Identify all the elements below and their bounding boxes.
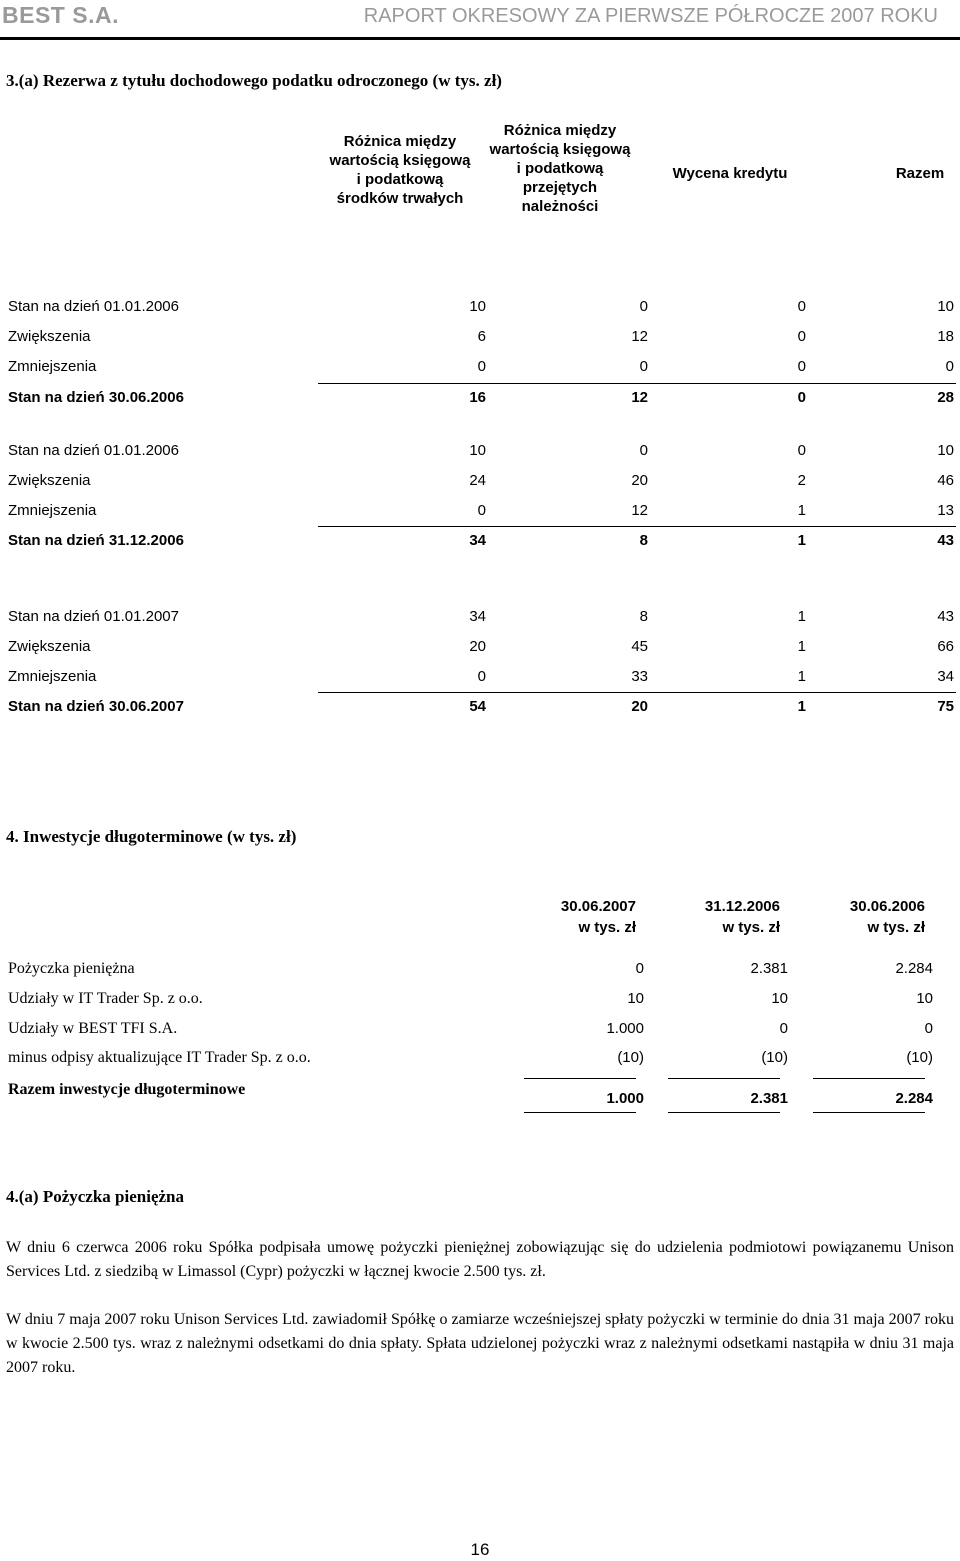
table-row xyxy=(8,502,958,524)
column-header-line: przejętych xyxy=(522,179,598,196)
cell-value: 0 xyxy=(797,328,806,345)
row-label: Stan na dzień 01.01.2007 xyxy=(8,608,179,625)
row-label: Razem inwestycje długoterminowe xyxy=(8,1081,246,1098)
cell-value: 1.000 xyxy=(606,1090,644,1107)
column-header-line: i podatkową xyxy=(356,171,444,188)
table-row xyxy=(8,990,958,1012)
row-label: Udziały w IT Trader Sp. z o.o. xyxy=(8,990,203,1007)
subtotal-divider xyxy=(318,692,956,693)
column-header-line: i podatkową xyxy=(516,160,604,177)
column-header-line: wartością księgową xyxy=(489,141,631,158)
row-label: Zwiększenia xyxy=(8,472,91,489)
column-date: 30.06.2006 xyxy=(849,898,925,915)
column-unit: w tys. zł xyxy=(722,919,780,936)
cell-value: 2.381 xyxy=(750,960,788,977)
cell-value: 0 xyxy=(797,298,806,315)
total-divider xyxy=(813,1078,925,1079)
total-underline xyxy=(668,1112,780,1113)
table-row xyxy=(8,960,958,982)
column-unit: w tys. zł xyxy=(578,919,636,936)
cell-value: 1 xyxy=(797,502,806,519)
cell-value: 43 xyxy=(937,608,954,625)
cell-value: 0 xyxy=(639,298,648,315)
cell-value: 0 xyxy=(639,358,648,375)
table-row-total xyxy=(8,389,958,411)
row-label: Stan na dzień 01.01.2006 xyxy=(8,298,179,315)
table-row xyxy=(8,328,958,350)
column-header-line: Razem xyxy=(895,165,945,182)
row-label: Stan na dzień 01.01.2006 xyxy=(8,442,179,459)
table-row-total xyxy=(8,698,958,720)
table-row xyxy=(8,442,958,464)
cell-value: 45 xyxy=(631,638,648,655)
table-row xyxy=(8,638,958,660)
cell-value: 10 xyxy=(937,442,954,459)
total-underline xyxy=(813,1112,925,1113)
cell-value: (10) xyxy=(761,1049,788,1066)
column-header-line: Różnica między xyxy=(503,122,617,139)
cell-value: 1 xyxy=(797,668,806,685)
cell-value: 0 xyxy=(477,502,486,519)
cell-value: 20 xyxy=(631,472,648,489)
cell-value: 12 xyxy=(631,389,648,406)
cell-value: 2.284 xyxy=(895,960,933,977)
column-header-total xyxy=(880,164,960,183)
cell-value: 33 xyxy=(631,668,648,685)
cell-value: 1.000 xyxy=(606,1020,644,1037)
column-date: 30.06.2007 xyxy=(560,898,636,915)
column-header-line: należności xyxy=(521,198,599,215)
row-label: Zmniejszenia xyxy=(8,668,97,685)
cell-value: 13 xyxy=(937,502,954,519)
row-label: Stan na dzień 30.06.2007 xyxy=(8,698,184,715)
table-row xyxy=(8,1049,958,1071)
column-header-line: wartością księgową xyxy=(329,152,471,169)
row-label: Zmniejszenia xyxy=(8,502,97,519)
total-divider xyxy=(524,1078,636,1079)
cell-value: 43 xyxy=(937,532,954,549)
table-row xyxy=(8,608,958,630)
cell-value: 75 xyxy=(937,698,954,715)
paragraph-loan-agreement: W dniu 6 czerwca 2006 roku Spółka podpisała umowę pożyczki pieniężnej zobowiązując się do udzielenia podmiotowi powiązanemu Unison Services Ltd. z siedzibą w Limassol (Cypr) pożyczki w łącznej kwocie 2.500 tys. zł. xyxy=(6,1239,954,1280)
row-label: Zwiększenia xyxy=(8,328,91,345)
cell-value: 28 xyxy=(937,389,954,406)
cell-value: 1 xyxy=(797,532,806,549)
column-header-credit-valuation xyxy=(650,164,810,183)
column-header-line: Różnica między xyxy=(343,133,457,150)
column-header-2006-06 xyxy=(805,896,925,938)
company-name: BEST S.A. xyxy=(2,2,119,28)
cell-value: 2.284 xyxy=(895,1090,933,1107)
cell-value: 34 xyxy=(469,608,486,625)
total-underline xyxy=(524,1112,636,1113)
cell-value: 8 xyxy=(639,532,648,549)
table-row xyxy=(8,298,958,320)
cell-value: 16 xyxy=(469,389,486,406)
table-row xyxy=(8,472,958,494)
cell-value: 1 xyxy=(797,638,806,655)
header-divider xyxy=(0,37,960,40)
cell-value: 0 xyxy=(779,1020,788,1037)
cell-value: 0 xyxy=(477,358,486,375)
cell-value: 1 xyxy=(797,608,806,625)
column-header-fixed-assets xyxy=(310,132,490,208)
cell-value: (10) xyxy=(906,1049,933,1066)
row-label: Pożyczka pieniężna xyxy=(8,960,135,977)
total-divider xyxy=(668,1078,780,1079)
page-header xyxy=(0,0,960,40)
cell-value: 10 xyxy=(916,990,933,1007)
column-header-line: środków trwałych xyxy=(336,190,464,207)
cell-value: 8 xyxy=(639,608,648,625)
column-header-2006-12 xyxy=(660,896,780,938)
cell-value: 0 xyxy=(924,1020,933,1037)
subtotal-divider xyxy=(318,526,956,527)
column-header-2007-06 xyxy=(516,896,636,938)
cell-value: 1 xyxy=(797,698,806,715)
paragraph-loan-repayment: W dniu 7 maja 2007 roku Unison Services Ltd. zawiadomił Spółkę o zamiarze wcześniejszej spłaty pożyczki w terminie do dnia 31 maja 2007 roku w kwocie 2.500 tys. wraz z należnymi odsetkami do dnia spłaty. Spłata udzielonej pożyczki wraz z należnymi odsetkami nastąpiła w dniu 31 maja 2007 roku. xyxy=(6,1311,954,1376)
cell-value: 10 xyxy=(469,442,486,459)
cell-value: 10 xyxy=(771,990,788,1007)
cell-value: 0 xyxy=(797,389,806,406)
table-row xyxy=(8,668,958,690)
row-label: Zmniejszenia xyxy=(8,358,97,375)
cell-value: 0 xyxy=(635,960,644,977)
row-label: minus odpisy aktualizujące IT Trader Sp. z o.o. xyxy=(8,1049,311,1066)
report-title: RAPORT OKRESOWY ZA PIERWSZE PÓŁROCZE 2007 ROKU xyxy=(363,5,938,27)
cell-value: 46 xyxy=(937,472,954,489)
cell-value: 24 xyxy=(469,472,486,489)
column-date: 31.12.2006 xyxy=(704,898,780,915)
table-row-total xyxy=(8,1081,958,1107)
row-label: Udziały w BEST TFI S.A. xyxy=(8,1020,178,1037)
cell-value: 54 xyxy=(469,698,486,715)
cell-value: 34 xyxy=(469,532,486,549)
cell-value: 20 xyxy=(469,638,486,655)
cell-value: 2.381 xyxy=(750,1090,788,1107)
row-label: Zwiększenia xyxy=(8,638,91,655)
cell-value: 0 xyxy=(797,442,806,459)
cell-value: 12 xyxy=(631,328,648,345)
page-number: 16 xyxy=(470,1540,490,1559)
cell-value: 20 xyxy=(631,698,648,715)
cell-value: 34 xyxy=(937,668,954,685)
table-row xyxy=(8,358,958,380)
row-label: Stan na dzień 31.12.2006 xyxy=(8,532,184,549)
cell-value: 6 xyxy=(477,328,486,345)
section-4-title: 4. Inwestycje długoterminowe (w tys. zł) xyxy=(6,827,297,846)
cell-value: 0 xyxy=(639,442,648,459)
cell-value: 0 xyxy=(797,358,806,375)
table-row xyxy=(8,1020,958,1042)
cell-value: 10 xyxy=(469,298,486,315)
cell-value: 10 xyxy=(627,990,644,1007)
section-3a-title: 3.(a) Rezerwa z tytułu dochodowego podatku odroczonego (w tys. zł) xyxy=(6,71,502,90)
cell-value: 12 xyxy=(631,502,648,519)
column-header-receivables xyxy=(470,121,650,216)
cell-value: (10) xyxy=(617,1049,644,1066)
cell-value: 10 xyxy=(937,298,954,315)
column-unit: w tys. zł xyxy=(867,919,925,936)
cell-value: 18 xyxy=(937,328,954,345)
cell-value: 0 xyxy=(477,668,486,685)
row-label: Stan na dzień 30.06.2006 xyxy=(8,389,184,406)
section-4a-title: 4.(a) Pożyczka pieniężna xyxy=(6,1187,184,1206)
cell-value: 2 xyxy=(797,472,806,489)
table-row-total xyxy=(8,532,958,554)
cell-value: 0 xyxy=(945,358,954,375)
cell-value: 66 xyxy=(937,638,954,655)
subtotal-divider xyxy=(318,383,956,384)
column-header-line: Wycena kredytu xyxy=(672,165,788,182)
